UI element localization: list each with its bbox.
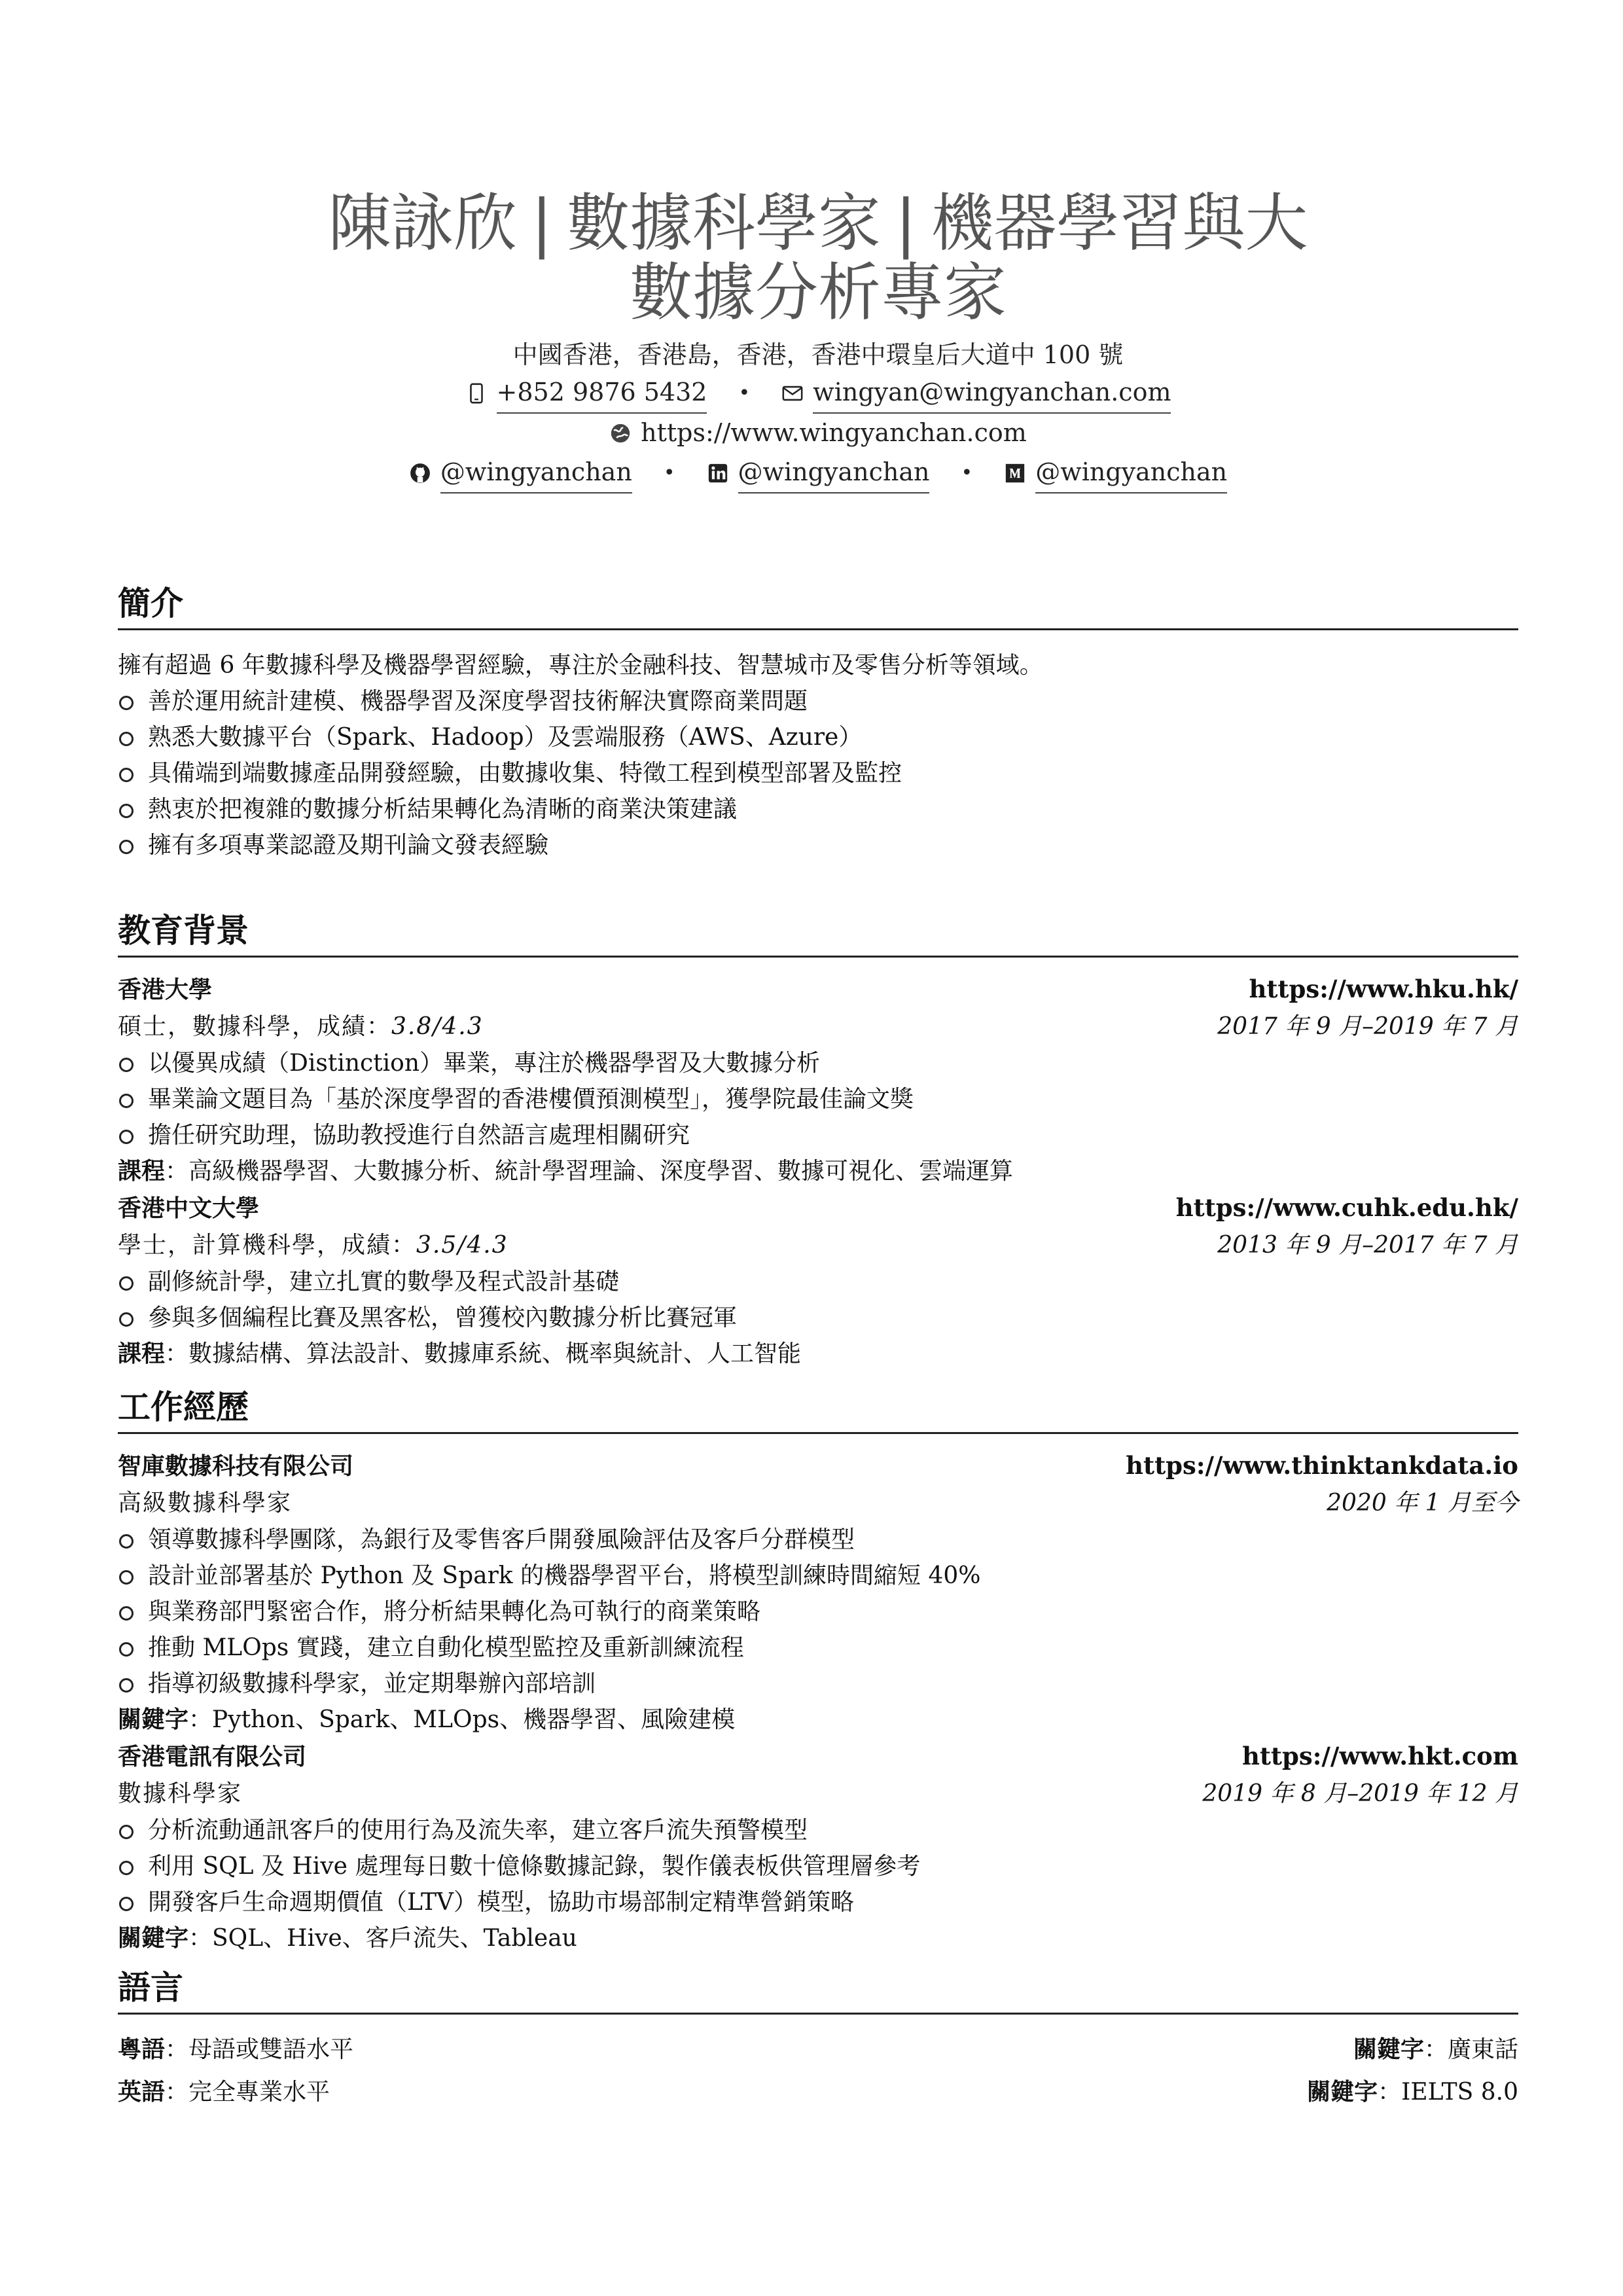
keywords-text: ：IELTS 8.0	[1378, 2079, 1518, 2106]
language-row	[118, 2032, 1518, 2068]
date-range: 2013 年 9 月–2017 年 7 月	[1217, 1232, 1518, 1259]
school-url[interactable]: https://www.hku.hk/	[1249, 975, 1518, 1003]
school-name: 香港中文大學	[118, 1195, 260, 1222]
job-title-1: 數據科學家	[567, 187, 881, 260]
keywords-text: ：廣東話	[1423, 2036, 1518, 2063]
address: 中國香港，香港島，香港，香港中環皇后大道中 100 號	[512, 340, 1124, 369]
phone-icon	[465, 382, 488, 404]
medium-icon	[1004, 462, 1026, 484]
education-entry	[118, 1189, 1518, 1372]
github-link[interactable]	[409, 453, 632, 493]
language-entry	[118, 2074, 330, 2110]
company-url[interactable]: https://www.hkt.com	[1241, 1742, 1518, 1770]
medium-text: @wingyanchan	[1035, 453, 1227, 493]
list-item: 善於運用統計建模、機器學習及深度學習技術解決實際商業問題	[118, 683, 1518, 719]
language-name: 粵語	[118, 2036, 166, 2063]
github-icon	[409, 462, 431, 484]
section-title-experience: 工作經歷	[118, 1386, 1518, 1434]
list-item: 具備端到端數據產品開發經驗，由數據收集、特徵工程到模型部署及監控	[118, 755, 1518, 791]
section-title-languages: 語言	[118, 1967, 1518, 2015]
date-range: 2020 年 1 月至今	[1327, 1490, 1518, 1516]
job-title-2: 機器學習與大	[931, 187, 1308, 260]
gpa: 3.8/4.3	[391, 1013, 484, 1040]
list-item: 擁有多項專業認證及期刊論文發表經驗	[118, 827, 1518, 863]
summary-intro: 擁有超過 6 年數據科學及機器學習經驗，專注於金融科技、智慧城市及零售分析等領域。	[118, 652, 1043, 679]
separator: |	[895, 187, 917, 260]
courses-line	[118, 1336, 1518, 1372]
summary-section	[118, 583, 1518, 863]
language-level: ：母語或雙語水平	[165, 2036, 354, 2063]
courses-text: ：高級機器學習、大數據分析、統計學習理論、深度學習、數據可視化、雲端運算	[165, 1158, 1014, 1185]
keywords-label: 關鍵字	[1353, 2036, 1424, 2063]
keywords-text: ：Python、Spark、MLOps、機器學習、風險建模	[188, 1706, 736, 1733]
medium-link[interactable]	[1004, 453, 1227, 493]
education-list	[118, 1264, 1518, 1336]
contact-row-2	[118, 414, 1518, 453]
degree: 碩士，數據科學，成績：3.8/4.3	[118, 1013, 484, 1040]
email-link[interactable]	[781, 373, 1171, 414]
company-name: 香港電訊有限公司	[118, 1744, 307, 1770]
list-item: 副修統計學，建立扎實的數學及程式設計基礎	[118, 1264, 1518, 1300]
contact-row-3	[118, 453, 1518, 493]
email-text: wingyan@wingyanchan.com	[813, 373, 1171, 414]
company-url[interactable]: https://www.thinktankdata.io	[1126, 1451, 1518, 1480]
section-title-education: 教育背景	[118, 910, 1518, 958]
date-range: 2019 年 8 月–2019 年 12 月	[1202, 1780, 1518, 1807]
job-list	[118, 1522, 1518, 1702]
list-item: 設計並部署基於 Python 及 Spark 的機器學習平台，將模型訓練時間縮短 40%	[118, 1558, 1518, 1594]
keywords-text: ：SQL、Hive、客戶流失、Tableau	[188, 1925, 577, 1952]
education-list	[118, 1045, 1518, 1153]
summary-list	[118, 683, 1518, 863]
keywords-label: 關鍵字	[118, 1925, 189, 1952]
list-item: 分析流動通訊客戶的使用行為及流失率，建立客戶流失預警模型	[118, 1812, 1518, 1848]
company-name: 智庫數據科技有限公司	[118, 1453, 354, 1480]
person-name: 陳詠欣	[328, 187, 517, 260]
experience-section	[118, 1386, 1518, 1956]
phone-text: +852 9876 5432	[497, 373, 707, 414]
job-title-3: 數據分析專家	[630, 256, 1007, 329]
globe-icon	[609, 422, 632, 444]
education-section	[118, 910, 1518, 1372]
list-item: 利用 SQL 及 Hive 處理每日數十億條數據記錄，製作儀表板供管理層參考	[118, 1848, 1518, 1884]
courses-line	[118, 1153, 1518, 1189]
job-role: 高級數據科學家	[118, 1490, 293, 1516]
language-keyword	[1307, 2074, 1518, 2110]
list-item: 指導初級數據科學家，並定期舉辦內部培訓	[118, 1666, 1518, 1702]
school-name: 香港大學	[118, 977, 213, 1003]
languages-section	[118, 1967, 1518, 2110]
list-item: 熱衷於把複雜的數據分析結果轉化為清晰的商業決策建議	[118, 791, 1518, 827]
language-row	[118, 2074, 1518, 2110]
github-text: @wingyanchan	[440, 453, 632, 493]
website-link[interactable]	[609, 414, 1027, 453]
school-url[interactable]: https://www.cuhk.edu.hk/	[1175, 1193, 1518, 1222]
education-entry	[118, 971, 1518, 1189]
courses-label: 課程	[118, 1158, 166, 1185]
language-entry	[118, 2032, 353, 2068]
list-item: 推動 MLOps 實踐，建立自動化模型監控及重新訓練流程	[118, 1630, 1518, 1666]
list-item: 參與多個編程比賽及黑客松，曾獲校內數據分析比賽冠軍	[118, 1300, 1518, 1336]
job-entry	[118, 1447, 1518, 1738]
list-item: 以優異成績（Distinction）畢業，專注於機器學習及大數據分析	[118, 1045, 1518, 1081]
job-role: 數據科學家	[118, 1780, 243, 1807]
website-text: https://www.wingyanchan.com	[641, 418, 1027, 447]
dot-separator: •	[663, 461, 675, 484]
contact-row-1	[118, 373, 1518, 414]
section-title-summary: 簡介	[118, 583, 1518, 630]
language-keyword	[1353, 2032, 1518, 2068]
resume-header	[118, 0, 1518, 493]
gpa: 3.5/4.3	[416, 1232, 508, 1259]
linkedin-icon	[707, 462, 729, 484]
courses-label: 課程	[118, 1340, 166, 1367]
job-list	[118, 1812, 1518, 1920]
separator: |	[531, 187, 552, 260]
dot-separator: •	[738, 382, 751, 404]
job-entry	[118, 1738, 1518, 1956]
list-item: 領導數據科學團隊，為銀行及零售客戶開發風險評估及客戶分群模型	[118, 1522, 1518, 1558]
linkedin-text: @wingyanchan	[738, 453, 930, 493]
language-level: ：完全專業水平	[165, 2079, 330, 2106]
resume-page	[118, 0, 1518, 2106]
list-item: 熟悉大數據平台（Spark、Hadoop）及雲端服務（AWS、Azure）	[118, 719, 1518, 755]
dot-separator: •	[961, 461, 973, 484]
list-item: 與業務部門緊密合作，將分析結果轉化為可執行的商業策略	[118, 1594, 1518, 1630]
courses-text: ：數據結構、算法設計、數據庫系統、概率與統計、人工智能	[165, 1340, 802, 1367]
phone-link[interactable]	[465, 373, 707, 414]
date-range: 2017 年 9 月–2019 年 7 月	[1217, 1013, 1518, 1040]
keywords-line	[118, 1920, 1518, 1956]
keywords-label: 關鍵字	[1307, 2079, 1378, 2106]
keywords-label: 關鍵字	[118, 1706, 189, 1733]
envelope-icon	[781, 382, 804, 404]
list-item: 擔任研究助理，協助教授進行自然語言處理相關研究	[118, 1117, 1518, 1153]
name-title	[196, 188, 1440, 327]
list-item: 開發客戶生命週期價值（LTV）模型，協助市場部制定精準營銷策略	[118, 1884, 1518, 1920]
linkedin-link[interactable]	[707, 453, 930, 493]
language-name: 英語	[118, 2079, 166, 2106]
degree: 學士，計算機科學，成績：3.5/4.3	[118, 1232, 508, 1259]
list-item: 畢業論文題目為「基於深度學習的香港樓價預測模型」，獲學院最佳論文獎	[118, 1081, 1518, 1117]
keywords-line	[118, 1702, 1518, 1738]
